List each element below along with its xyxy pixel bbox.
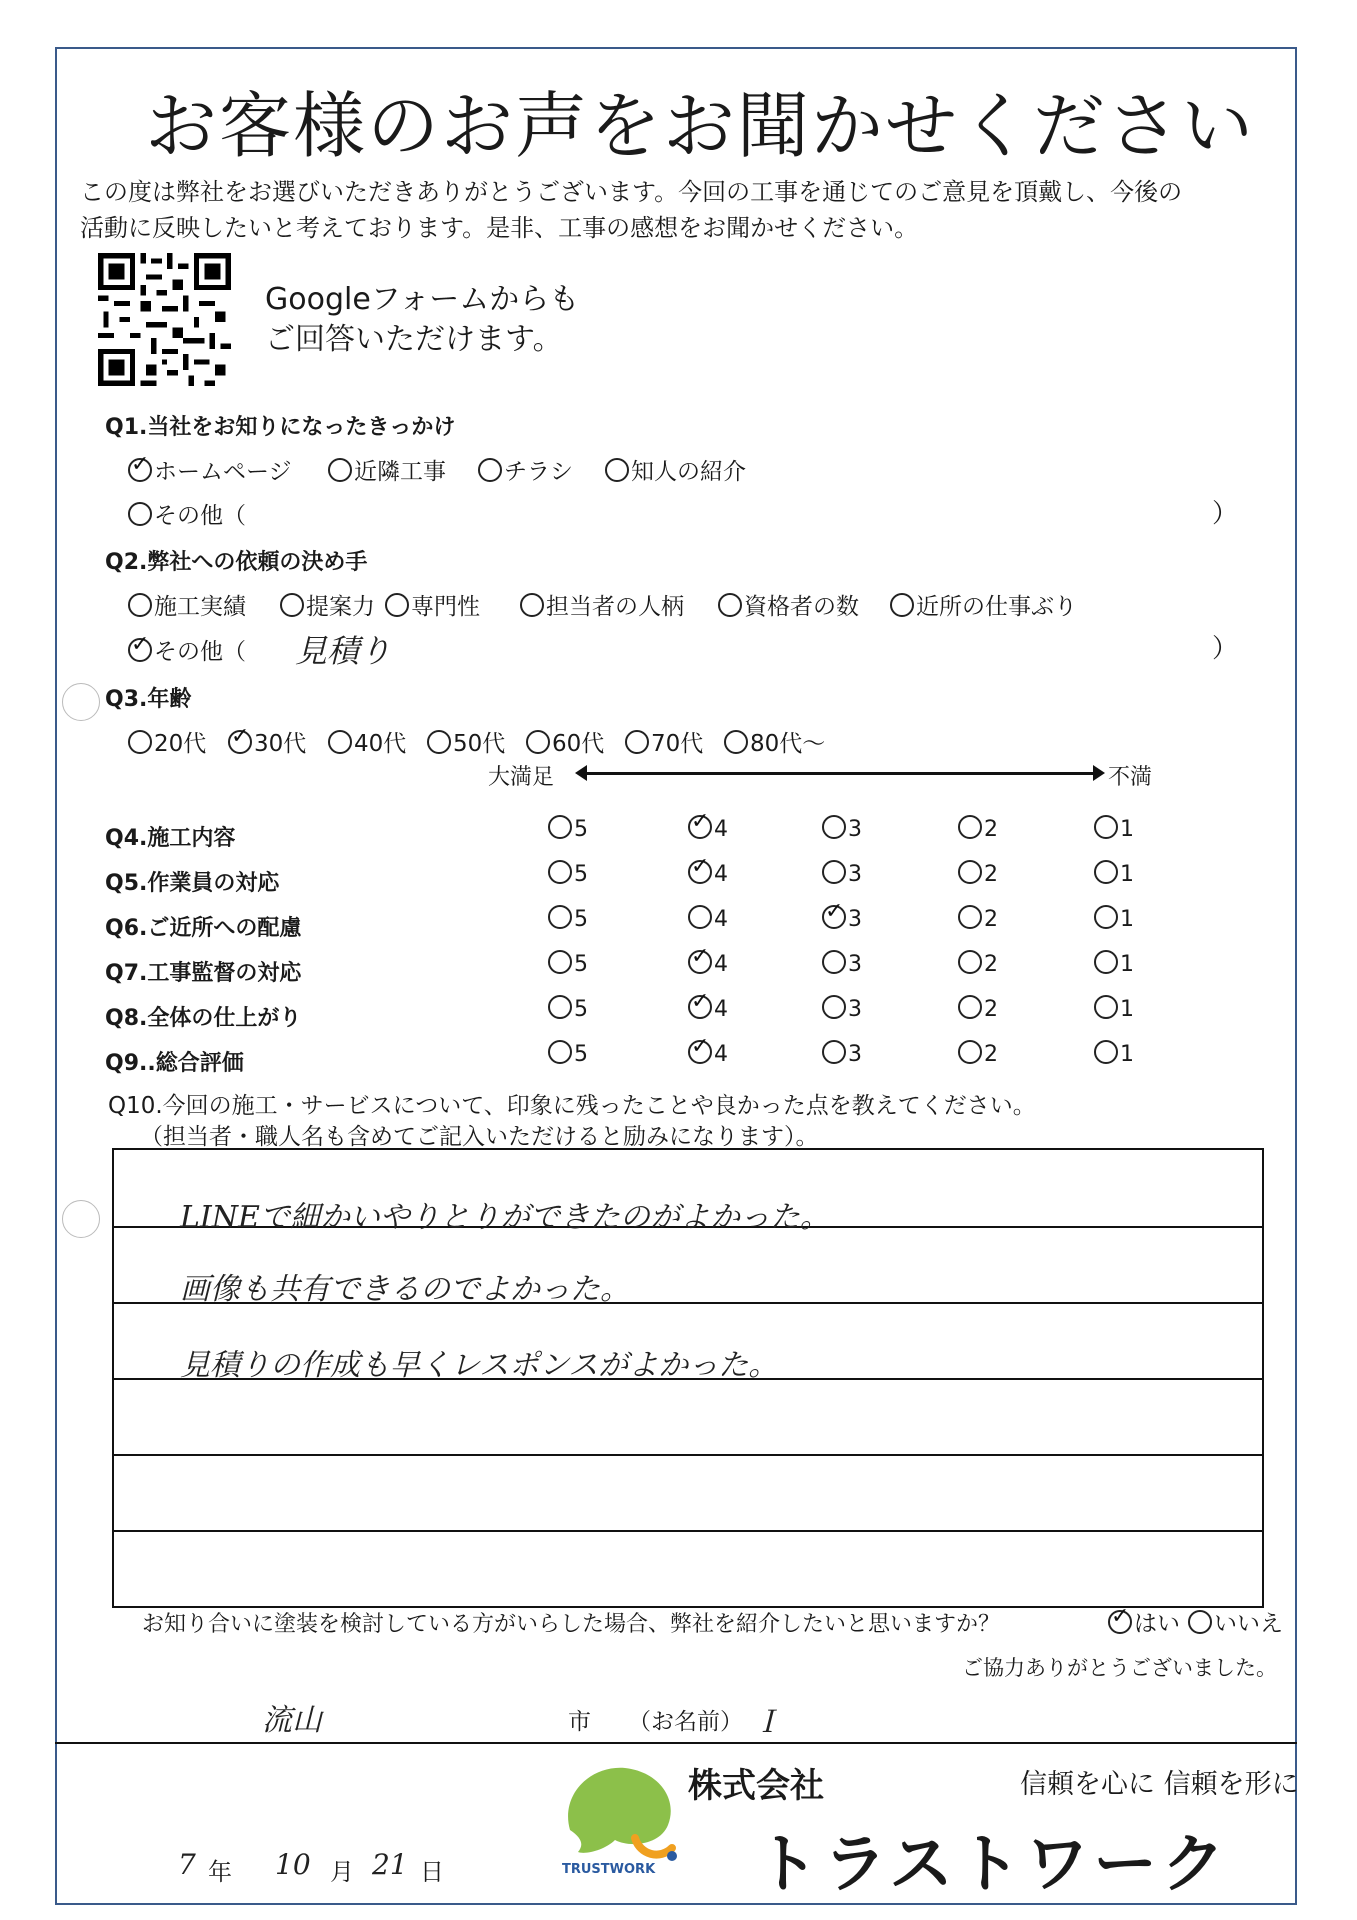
circle-icon xyxy=(1094,815,1118,839)
date-year-label: 年 xyxy=(208,1858,232,1886)
punch-hole xyxy=(62,683,100,721)
ruled-line xyxy=(114,1530,1262,1532)
company-logo-en: TRUSTWORK xyxy=(562,1862,656,1877)
rating-option[interactable]: ✓ 4 xyxy=(688,1040,728,1067)
rating-option[interactable]: 5 xyxy=(548,950,588,977)
circle-icon xyxy=(526,730,550,754)
google-form-line-2: ご回答いただけます。 xyxy=(265,322,563,357)
rating-option[interactable]: ✓ 4 xyxy=(688,860,728,887)
circle-icon xyxy=(958,860,982,884)
q10-answer-line-1: LINEで細かいやりとりができたのがよかった。 xyxy=(180,1200,830,1235)
circle-icon xyxy=(280,593,304,617)
circle-icon xyxy=(822,950,846,974)
circle-icon xyxy=(625,730,649,754)
q1-other-close: ） xyxy=(1212,499,1239,529)
city-handwritten: 流山 xyxy=(262,1703,322,1738)
checked-circle-icon: ✓ xyxy=(228,730,252,754)
circle-icon xyxy=(548,815,572,839)
checked-circle-icon: ✓ xyxy=(1108,1610,1132,1634)
scale-right-label: 不満 xyxy=(1108,765,1153,790)
rating-question-label: Q7.工事監督の対応 xyxy=(105,961,302,986)
circle-icon xyxy=(1094,905,1118,929)
circle-icon xyxy=(328,730,352,754)
rating-option[interactable]: 3 xyxy=(822,1040,862,1067)
rating-option[interactable]: 2 xyxy=(958,995,998,1022)
signature-divider xyxy=(55,1742,1297,1744)
circle-icon xyxy=(548,860,572,884)
checked-circle-icon: ✓ xyxy=(688,995,712,1019)
circle-icon xyxy=(478,458,502,482)
q1-option-flyer[interactable]: チラシ xyxy=(478,453,573,486)
referral-question: お知り合いに塗装を検討している方がいらした場合、弊社を紹介したいと思いますか？ xyxy=(142,1612,1001,1637)
circle-icon xyxy=(1094,860,1118,884)
circle-icon xyxy=(724,730,748,754)
circle-icon xyxy=(548,1040,572,1064)
date-day: 21 xyxy=(372,1848,408,1881)
circle-icon xyxy=(958,905,982,929)
circle-icon xyxy=(958,1040,982,1064)
company-prefix: 株式会社 xyxy=(688,1766,824,1806)
rating-option[interactable]: 2 xyxy=(958,950,998,977)
rating-option[interactable]: 2 xyxy=(958,815,998,842)
rating-option[interactable]: 3 xyxy=(822,995,862,1022)
checked-circle-icon: ✓ xyxy=(128,638,152,662)
rating-option[interactable]: 5 xyxy=(548,1040,588,1067)
thanks-text: ご協力ありがとうございました。 xyxy=(962,1656,1277,1680)
rating-option[interactable]: 5 xyxy=(548,905,588,932)
q3-option-40s[interactable]: 40代 xyxy=(328,725,406,758)
date-year: 7 xyxy=(178,1848,196,1881)
rating-option[interactable]: 1 xyxy=(1094,860,1134,887)
circle-icon xyxy=(718,593,742,617)
city-label: 市 xyxy=(568,1709,591,1735)
rating-option[interactable]: 3 xyxy=(822,815,862,842)
q3-option-30s[interactable]: ✓ 30代 xyxy=(228,725,306,758)
q1-option-other[interactable]: その他（ xyxy=(128,497,246,530)
rating-question-label: Q5.作業員の対応 xyxy=(105,871,280,896)
q2-option-other[interactable]: ✓ その他（ xyxy=(128,633,246,666)
company-slogan: 信頼を心に 信頼を形に xyxy=(1020,1769,1299,1800)
rating-option[interactable]: ✓ 4 xyxy=(688,995,728,1022)
rating-option[interactable]: 2 xyxy=(958,1040,998,1067)
circle-icon xyxy=(1094,950,1118,974)
rating-option[interactable]: 4 xyxy=(688,905,728,932)
name-handwritten: Ｉ xyxy=(752,1705,782,1740)
q10-answer-line-3: 見積りの作成も早くレスポンスがよかった。 xyxy=(180,1348,779,1383)
checked-circle-icon: ✓ xyxy=(688,815,712,839)
rating-option[interactable]: 5 xyxy=(548,860,588,887)
rating-option[interactable]: 5 xyxy=(548,995,588,1022)
circle-icon xyxy=(520,593,544,617)
q3-option-70s[interactable]: 70代 xyxy=(625,725,703,758)
name-label: （お名前） xyxy=(628,1709,743,1735)
circle-icon xyxy=(958,950,982,974)
circle-icon xyxy=(427,730,451,754)
qr-code[interactable] xyxy=(98,253,231,386)
circle-icon xyxy=(605,458,629,482)
intro-line-2: 活動に反映したいと考えております。是非、工事の感想をお聞かせください。 xyxy=(80,214,919,242)
rating-option[interactable]: 5 xyxy=(548,815,588,842)
circle-icon xyxy=(128,593,152,617)
company-logo-text: トラストワーク xyxy=(755,1828,1230,1902)
q1-option-homepage[interactable]: ✓ ホームページ xyxy=(128,453,292,486)
circle-icon xyxy=(890,593,914,617)
rating-question-label: Q4.施工内容 xyxy=(105,826,236,851)
q3-option-20s[interactable]: 20代 xyxy=(128,725,206,758)
rating-option[interactable]: 1 xyxy=(1094,905,1134,932)
rating-option[interactable]: ✓ 4 xyxy=(688,815,728,842)
rating-option[interactable]: 2 xyxy=(958,860,998,887)
rating-option[interactable]: 1 xyxy=(1094,995,1134,1022)
rating-option[interactable]: ✓ 3 xyxy=(822,905,862,932)
date-month: 10 xyxy=(275,1848,311,1881)
ruled-line xyxy=(114,1454,1262,1456)
circle-icon xyxy=(1188,1610,1212,1634)
q2-option-expertise[interactable]: 専門性 xyxy=(385,588,480,621)
rating-option[interactable]: 3 xyxy=(822,860,862,887)
q10-label: Q10.今回の施工・サービスについて、印象に残ったことや良かった点を教えてください。 xyxy=(108,1093,1036,1119)
q10-note: （担当者・職人名も含めてご記入いただけると励みになります）。 xyxy=(140,1124,819,1150)
rating-option[interactable]: 3 xyxy=(822,950,862,977)
intro-line-1: この度は弊社をお選びいただきありがとうございます。今回の工事を通じてのご意見を頂戴し、今後の xyxy=(80,178,1183,206)
q2-option-proposal[interactable]: 提案力 xyxy=(280,588,375,621)
referral-yes[interactable]: ✓ はい xyxy=(1108,1605,1180,1638)
circle-icon xyxy=(385,593,409,617)
rating-option[interactable]: 1 xyxy=(1094,950,1134,977)
circle-icon xyxy=(958,815,982,839)
checked-circle-icon: ✓ xyxy=(688,950,712,974)
rating-option[interactable]: 1 xyxy=(1094,1040,1134,1067)
q2-option-results[interactable]: 施工実績 xyxy=(128,588,246,621)
circle-icon xyxy=(958,995,982,1019)
q2-label: Q2.弊社への依頼の決め手 xyxy=(105,550,368,575)
rating-question-label: Q9..総合評価 xyxy=(105,1051,244,1076)
checked-circle-icon: ✓ xyxy=(688,860,712,884)
circle-icon xyxy=(1094,1040,1118,1064)
rating-option[interactable]: 2 xyxy=(958,905,998,932)
circle-icon xyxy=(128,730,152,754)
page-title: お客様のお声をお聞かせください xyxy=(145,84,1256,168)
q3-option-60s[interactable]: 60代 xyxy=(526,725,604,758)
circle-icon xyxy=(328,458,352,482)
q2-other-handwritten: 見積り xyxy=(295,632,392,670)
circle-icon xyxy=(688,905,712,929)
q2-other-close: ） xyxy=(1212,634,1239,664)
rating-question-label: Q8.全体の仕上がり xyxy=(105,1006,302,1031)
rating-question-label: Q6.ご近所への配慮 xyxy=(105,916,302,941)
circle-icon xyxy=(128,502,152,526)
circle-icon xyxy=(822,995,846,1019)
q1-option-nearby[interactable]: 近隣工事 xyxy=(328,453,446,486)
circle-icon xyxy=(548,950,572,974)
checked-circle-icon: ✓ xyxy=(822,905,846,929)
circle-icon xyxy=(822,1040,846,1064)
q3-option-50s[interactable]: 50代 xyxy=(427,725,505,758)
rating-option[interactable]: ✓ 4 xyxy=(688,950,728,977)
circle-icon xyxy=(822,815,846,839)
q1-label: Q1.当社をお知りになったきっかけ xyxy=(105,415,456,440)
company-leaf-logo-icon xyxy=(560,1760,680,1865)
q1-option-referral[interactable]: 知人の紹介 xyxy=(605,453,746,486)
circle-icon xyxy=(548,995,572,1019)
circle-icon xyxy=(822,860,846,884)
circle-icon xyxy=(1094,995,1118,1019)
q2-option-certified[interactable]: 資格者の数 xyxy=(718,588,859,621)
date-day-label: 日 xyxy=(420,1858,444,1886)
q2-option-nearby-work[interactable]: 近所の仕事ぶり xyxy=(890,588,1077,621)
rating-option[interactable]: 1 xyxy=(1094,815,1134,842)
q3-option-80s[interactable]: 80代〜 xyxy=(724,725,825,758)
date-month-label: 月 xyxy=(330,1858,354,1886)
google-form-line-1: Googleフォームからも xyxy=(265,282,580,317)
q2-option-staff[interactable]: 担当者の人柄 xyxy=(520,588,684,621)
scale-left-label: 大満足 xyxy=(488,765,555,790)
circle-icon xyxy=(548,905,572,929)
q10-answer-line-2: 画像も共有できるのでよかった。 xyxy=(180,1272,630,1307)
scale-double-arrow-icon xyxy=(585,772,1095,775)
q3-label: Q3.年齢 xyxy=(105,687,192,712)
punch-hole xyxy=(62,1200,100,1238)
referral-no[interactable]: いいえ xyxy=(1188,1605,1283,1638)
checked-circle-icon: ✓ xyxy=(688,1040,712,1064)
checked-circle-icon: ✓ xyxy=(128,458,152,482)
